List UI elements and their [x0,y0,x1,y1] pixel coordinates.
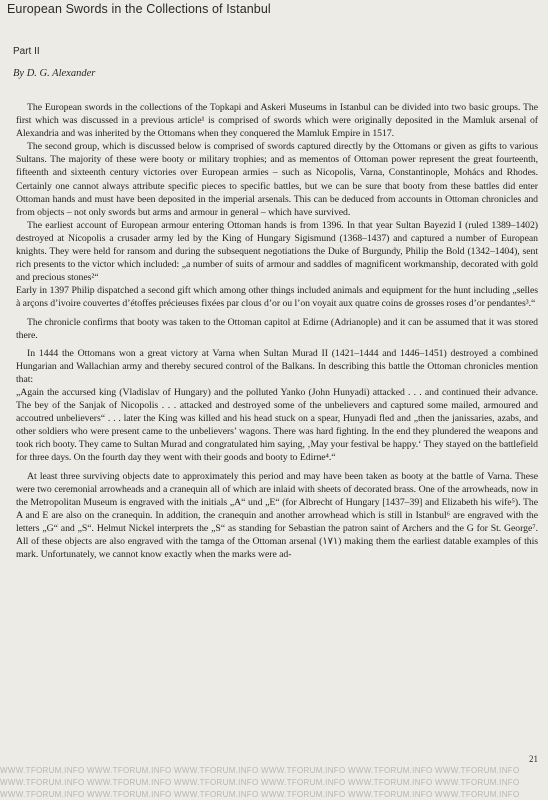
paragraph-second-gift: Early in 1397 Philip dispatched a second gift which among other things included animals and equipment for the hunt including „selles à arçons d’ivoire couvertes d’étoffes précieuses fixées par clous d’or ou l’on voyait aux quatre coins de grosses roses d’or pendantes³.“ [16,285,538,310]
paragraph-chronicle: The chronicle confirms that booty was taken to the Ottoman capitol at Edirne (Adrianople) and it can be assumed that it was stored there. [16,316,538,341]
paragraph-second-group: The second group, which is discussed below is comprised of swords captured directly by the Ottomans or given as gifts to various Sultans. The majority of these were booty or military trophies; and as mementos of Ottoman power represent the great fourteenth, fifteenth and sixteenth century victories over European armies – such as Nicopolis, Varna, Constantinople, Mohács and Rhodes. Certainly one cannot always attribute specific pieces to specific battles, but we can be sure that booty from these battles did enter Ottoman hands and must have been deposited in the imperial arsenals. This can be deduced from accounts in Ottoman chronicles and from objects – not only swords but arms and armour in general – which have survived. [16,141,538,218]
part-label: Part II [13,46,40,57]
paragraph-varna: In 1444 the Ottomans won a great victory at Varna when Sultan Murad II (1421–1444 and 1446–1451) destroyed a combined Hungarian and Wallachian army and thereby secured control of the Balkans. In describing this battle the Ottoman chronicles mention that: [16,347,538,385]
watermark-line: WWW.TFORUM.INFO WWW.TFORUM.INFO WWW.TFORUM.INFO WWW.TFORUM.INFO WWW.TFORUM.INFO WWW.TFORUM.INFO [0,778,520,787]
paragraph-intro: The European swords in the collections of the Topkapi and Askeri Museums in Istanbul can be divided into two basic groups. The first which was discussed in a previous article¹ is comprised of swords which were originally deposited in the Mamluk arsenal of Alexandria and was inherited by the Ottomans when they conquered the Mamluk Empire in 1517. [16,102,538,140]
paragraph-surviving-objects: At least three surviving objects date to approximately this period and may have been taken as booty at the battle of Varna. These were two ceremonial arrowheads and a cranequin all of which are inlaid with sheets of decorated brass. One of the arrowheads, now in the Metropolitan Museum is engraved with the initials „A“ und „E“ (for Albrecht of Hungary [1437–39] and Elizabeth his wife⁵). The A and E are also on the cranequin. In addition, the cranequin and another arrowhead which is still in Istanbul⁶ are engraved with the letters „G“ and „S“. Helmut Nickel interprets the „S“ as standing for Sebastian the patron saint of Archers and the G for St. George⁷. All of these objects are also engraved with the tamga of the Ottoman arsenal (۱۷۱) making them the earliest datable examples of this mark. Unfortunately, we cannot know exactly when the marks were ad- [16,470,538,561]
article-body [16,101,538,561]
paragraph-quotation: „Again the accursed king (Vladislav of Hungary) and the polluted Yanko (John Hunyadi) attacked . . . and continued their advance. The bey of the Sanjak of Nicopolis . . . attacked and destroyed some of the unbelievers and captured some mailed, armoured and accoutred unbelievers“ . . . later the King was killed and his head stuck on a spear, Hunyadi fled and „then the janissaries, azabs, and other soldiers who were present came to the unbelievers’ wagons. There was hard fighting. In the end they plundered the weapons and took rich booty. They came to Sultan Murad and congratulated him saying, ‚May your festival be happy.‘ They stayed on the battlefield for three days. On the fourth day they went with their goods and booty to Edirne⁴.“ [16,386,538,464]
paragraph-earliest-account: The earliest account of European armour entering Ottoman hands is from 1396. In that year Sultan Bayezid I (ruled 1389–1402) destroyed at Nicopolis a crusader army led by the King of Hungary Sigismund (1368–1437) and captured a number of European knights. They were held for ransom and during the subsequent negotiations the Duke of Burgundy, Philip the Bold (1342–1404), sent rich presents to the victor which included: „a number of suits of armour and saddles of magnificent workmanship, decorated with gold and precious stones²“ [16,219,538,284]
article-title: European Swords in the Collections of Istanbul [7,2,271,16]
page-number: 21 [529,754,538,764]
author-byline: By D. G. Alexander [13,68,96,79]
watermark-line: WWW.TFORUM.INFO WWW.TFORUM.INFO WWW.TFORUM.INFO WWW.TFORUM.INFO WWW.TFORUM.INFO WWW.TFORUM.INFO [0,766,520,775]
watermark-line: WWW.TFORUM.INFO WWW.TFORUM.INFO WWW.TFORUM.INFO WWW.TFORUM.INFO WWW.TFORUM.INFO WWW.TFORUM.INFO [0,790,520,799]
